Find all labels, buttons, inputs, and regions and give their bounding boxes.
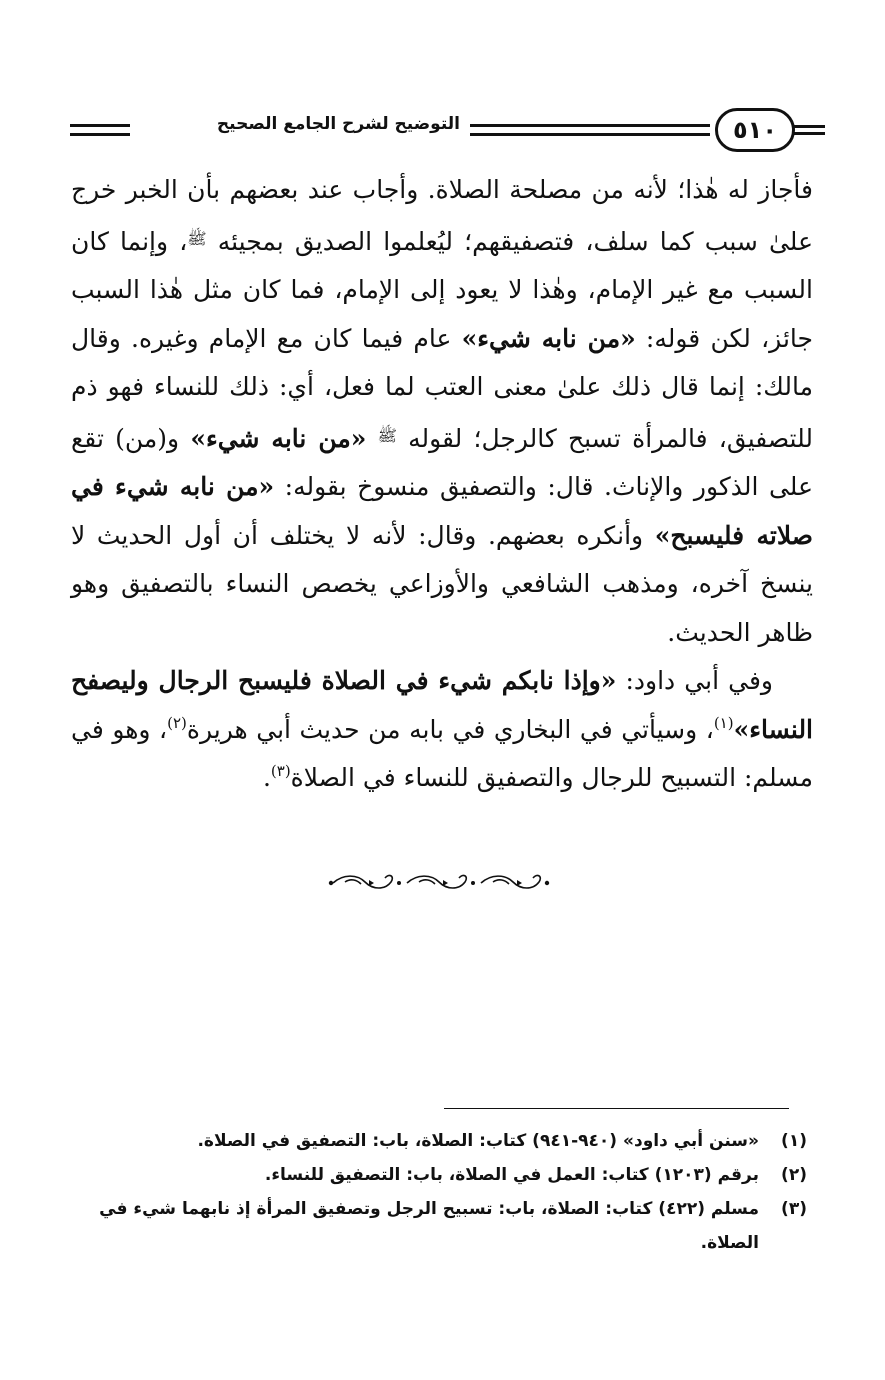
footnote-number: (٢) [781, 1165, 807, 1185]
footnote-ref-3[interactable]: (٣) [270, 762, 291, 780]
main-text [71, 166, 813, 803]
page-number: ٥١٠ [715, 108, 795, 152]
text-run [366, 424, 377, 453]
footnote-separator [444, 1108, 789, 1109]
text-run: عام فيما كان مع الإمام وغيره. وقال مالك: إنما قال ذلك علىٰ معنى العتب لما فعل، أي: ذلك للنساء فهو ذم للتصفيق، فالمرأة تسبح كالرجل؛ لقوله [71, 323, 813, 453]
footnote-2 [77, 1158, 807, 1192]
text-run: وفي أبي داود: [616, 666, 773, 695]
text-run: وأنكره بعضهم. وقال: لأنه لا يختلف أن أول الحديث لا ينسخ آخره، ومذهب الشافعي والأوزاعي يخصص النساء بالتصفيق وهو ظاهر الحديث. [71, 520, 813, 647]
running-title: التوضيح لشرح الجامع الصحيح [216, 114, 460, 134]
hadith-quote: «وإذا نابكم شيء في الصلاة فليسبح الرجال وليصفح النساء» [71, 666, 814, 744]
footnote-1 [77, 1124, 807, 1158]
footnote-number: (١) [781, 1131, 807, 1151]
header-rule-left [70, 124, 130, 136]
footnote-ref-1[interactable]: (١) [713, 713, 734, 732]
hadith-quote: «من نابه شيء» [190, 423, 367, 453]
text-run: ، وسيأتي في البخاري في بابه من حديث أبي هريرة [186, 714, 714, 744]
header-rule-right [791, 125, 825, 135]
text-run: ، وهو في مسلم: التسبيح للرجال والتصفيق للنساء في الصلاة [71, 714, 813, 792]
hadith-quote: «من نابه شيء في صلاته فليسبح» [71, 472, 813, 550]
salawat-symbol: ﷺ [377, 425, 397, 445]
paragraph-1 [71, 166, 813, 657]
footnotes [77, 1124, 807, 1260]
text-run: فأجاز له هٰذا؛ لأنه من مصلحة الصلاة. وأجاب عند بعضهم بأن الخبر خرج علىٰ سبب كما سلف، فتصفيقهم؛ ليُعلموا الصديق بمجيئه [71, 175, 814, 256]
footnote-ref-2[interactable]: (٢) [167, 713, 187, 732]
paragraph-2 [71, 657, 813, 803]
footnote-text: «سنن أبي داود» (٩٤٠-٩٤١) كتاب: الصلاة، باب: التصفيق في الصلاة. [197, 1131, 759, 1151]
footnote-text: مسلم (٤٢٢) كتاب: الصلاة، باب: تسبيح الرجل وتصفيق المرأة إذ نابهما شيء في الصلاة. [99, 1199, 759, 1253]
header-rule-middle [470, 124, 710, 136]
text-run: . [262, 763, 271, 792]
hadith-quote: «من نابه شيء» [461, 323, 636, 353]
text-run: و(من) تقع على الذكور والإناث. قال: والتصفيق منسوخ بقوله: [71, 423, 813, 501]
footnote-3 [77, 1192, 807, 1260]
text-run: ، وإنما كان السبب مع غير الإمام، وهٰذا لا يعود إلى الإمام، فما كان مثل هٰذا السبب جائز، لكن قوله: [71, 226, 813, 353]
page-header [70, 108, 815, 156]
salawat-symbol: ﷺ [187, 228, 207, 248]
floral-divider-icon [325, 870, 555, 894]
footnote-number: (٣) [781, 1199, 807, 1219]
footnote-text: برقم (١٢٠٣) كتاب: العمل في الصلاة، باب: التصفيق للنساء. [264, 1165, 759, 1185]
